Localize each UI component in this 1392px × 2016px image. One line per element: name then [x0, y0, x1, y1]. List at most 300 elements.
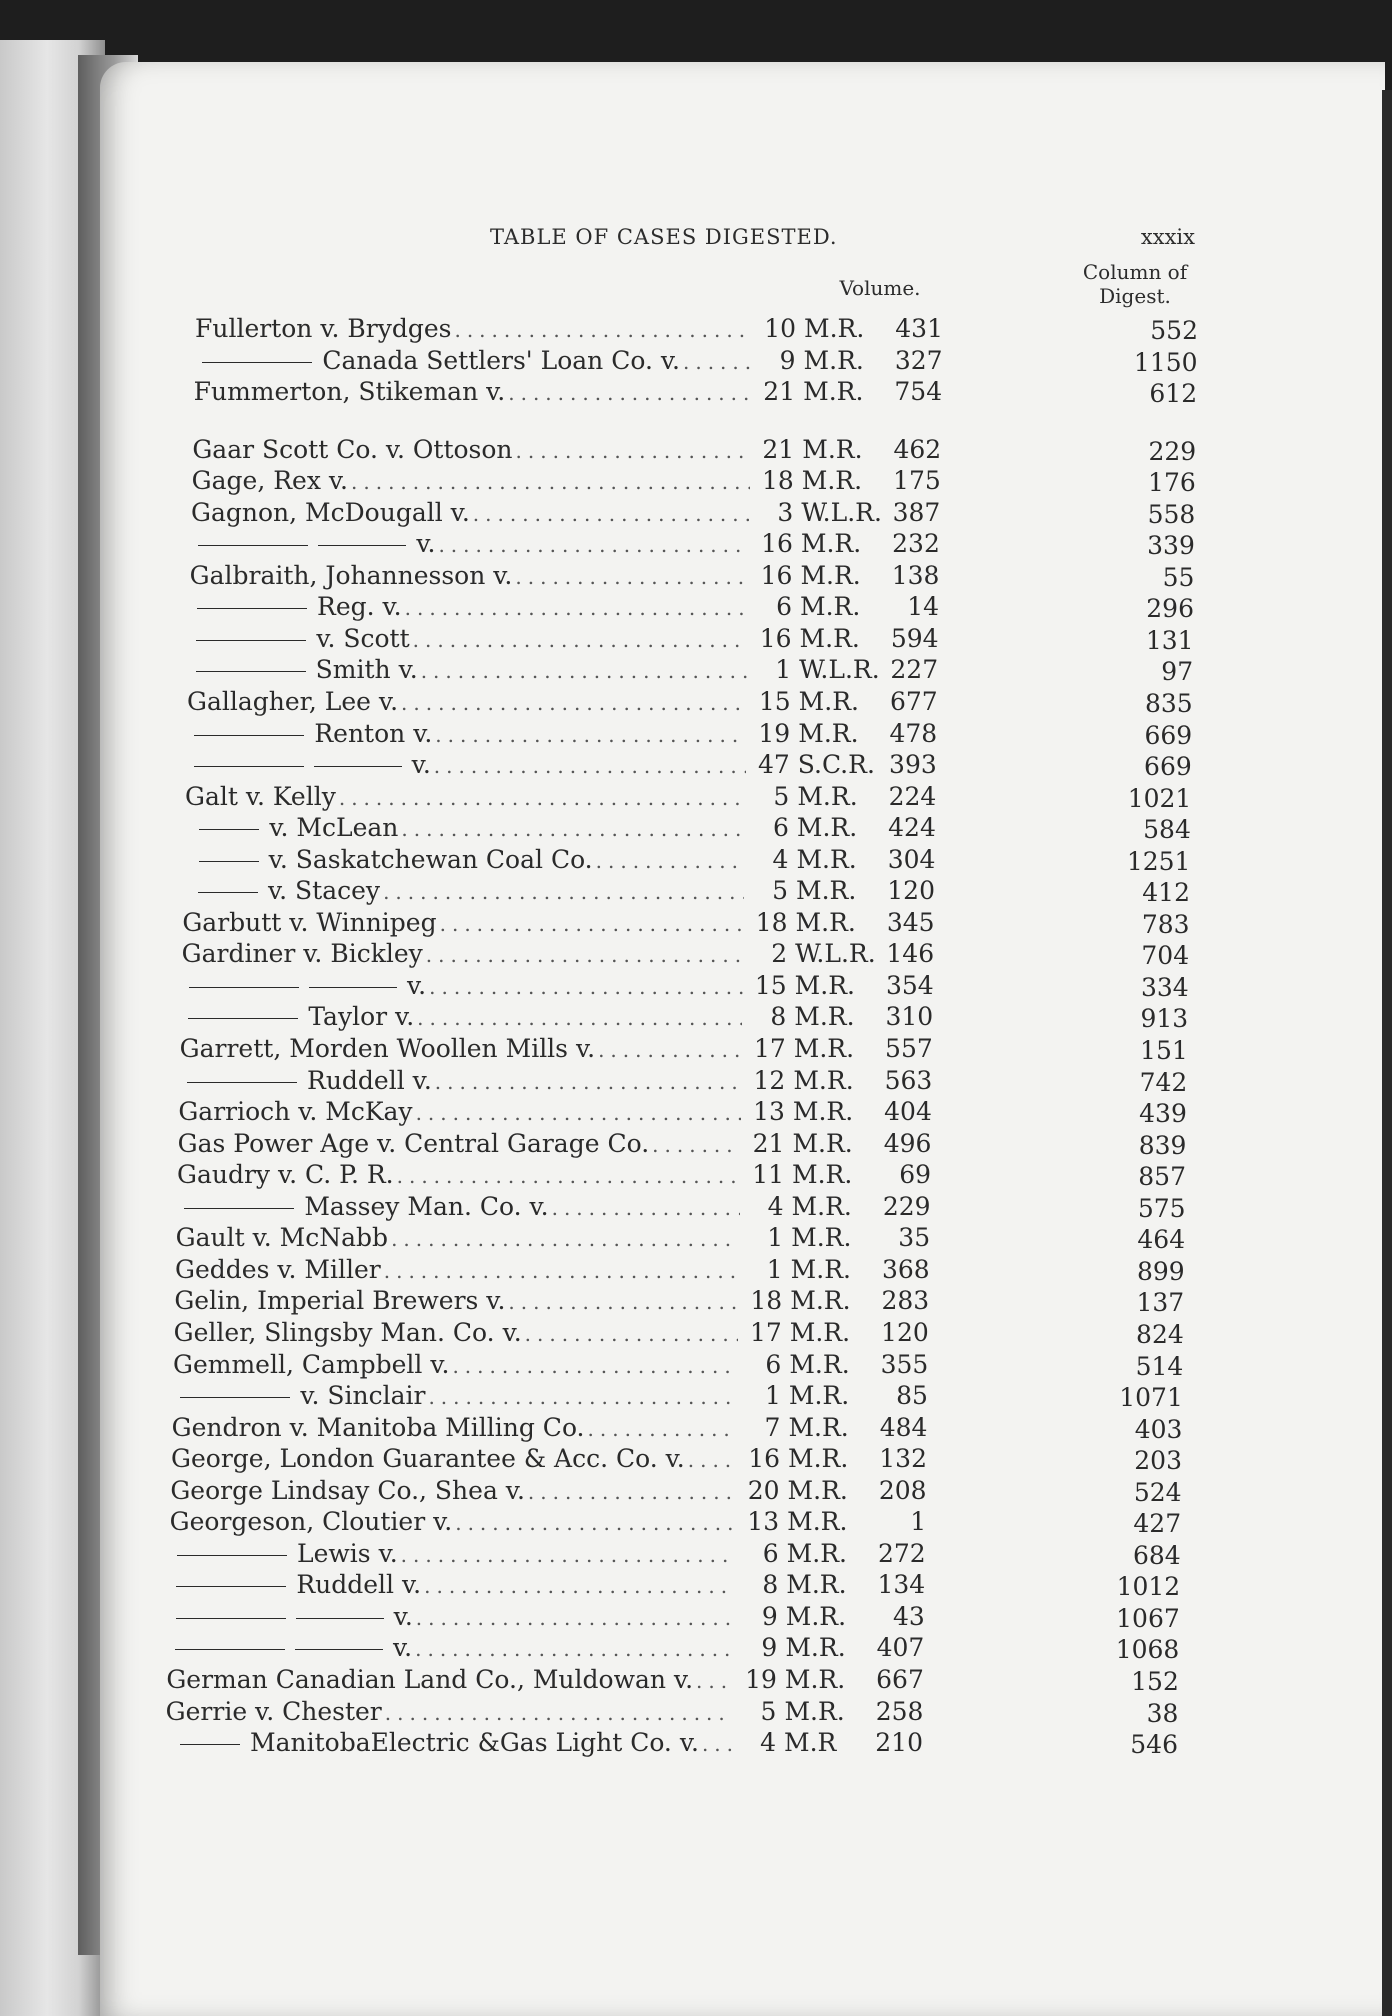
report-page: 14: [907, 592, 939, 622]
report-page: 387: [892, 497, 941, 527]
table-row: [0, 345, 1392, 377]
report-abbrev: M.R.: [787, 1507, 848, 1537]
page-number: xxxix: [1140, 225, 1195, 249]
volume-number: 1: [775, 655, 792, 685]
table-row: [0, 1727, 1392, 1759]
case-name-text: Gagnon, McDougall v.: [191, 497, 470, 527]
report-abbrev: M.R.: [800, 529, 862, 559]
table-row: [0, 1569, 1392, 1601]
digest-column: 151: [1140, 1036, 1188, 1066]
case-name-cell: [184, 844, 748, 877]
case-name-cell: [192, 434, 753, 467]
case-name-text: Gage, Rex v.: [191, 466, 348, 496]
report-page: 345: [886, 907, 935, 937]
digest-column: 684: [1132, 1540, 1181, 1570]
dot-leader: [683, 347, 752, 378]
volume-number: 4: [767, 1191, 784, 1221]
volume-number: 19: [745, 1664, 777, 1694]
case-name-text: v.: [393, 1601, 413, 1631]
volume-number: 16: [760, 560, 793, 590]
ditto-dash: [187, 1082, 297, 1083]
report-page: 594: [890, 623, 939, 653]
digest-column: 824: [1136, 1319, 1184, 1349]
case-name: [191, 497, 470, 528]
case-name-text: v. Scott: [316, 623, 410, 653]
volume-number: 5: [773, 781, 790, 811]
report-page: 85: [896, 1381, 928, 1411]
dot-leader: [435, 1067, 742, 1098]
case-name: [187, 686, 398, 717]
digest-column: 296: [1146, 594, 1194, 624]
case-name-text: v.: [407, 970, 427, 1000]
case-name-text: George, London Guarantee & Acc. Co. v.: [171, 1444, 685, 1474]
report-abbrev: M.R.: [792, 1160, 853, 1190]
report-abbrev: M.R.: [791, 1191, 852, 1221]
case-name: [170, 1475, 525, 1506]
report-page: 462: [893, 434, 942, 464]
volume-number: 21: [762, 434, 795, 464]
case-name: [194, 345, 680, 376]
report-page: 210: [875, 1728, 923, 1758]
case-name: [172, 1412, 585, 1443]
report-abbrev: M.R.: [796, 876, 857, 906]
dot-leader: [516, 436, 751, 467]
volume-number: 20: [747, 1475, 780, 1505]
case-name: [190, 560, 513, 591]
dot-leader: [435, 720, 746, 751]
case-name-cell: [181, 970, 746, 1003]
table-row: [0, 1033, 1392, 1065]
report-page: 667: [876, 1664, 924, 1694]
ditto-dash: [180, 1744, 240, 1745]
digest-column: 137: [1136, 1288, 1185, 1318]
report-abbrev: M.R: [784, 1728, 837, 1758]
case-name-text: George Lindsay Co., Shea v.: [170, 1475, 525, 1505]
volume-number: 47: [757, 750, 790, 780]
digest-column: 857: [1138, 1162, 1186, 1192]
case-name-text: Fummerton, Stikeman v.: [193, 377, 506, 407]
case-name-cell: [187, 686, 750, 719]
table-row: [0, 1696, 1392, 1728]
volume-number: 15: [754, 970, 787, 1000]
dot-leader: [452, 1351, 737, 1382]
dot-leader: [696, 1666, 733, 1697]
table-row: [0, 875, 1392, 907]
digest-column: 1021: [1127, 783, 1192, 813]
case-name-cell: [180, 1033, 745, 1066]
case-name: [192, 434, 512, 465]
report-page: 424: [888, 813, 936, 843]
ditto-dash: [184, 1208, 294, 1209]
report-page: 35: [898, 1223, 931, 1253]
digest-column: 464: [1137, 1225, 1186, 1255]
report-page: 232: [892, 529, 940, 559]
report-abbrev: M.R.: [801, 466, 863, 496]
digest-column-header: Column of Digest.: [1082, 260, 1188, 308]
case-name: [175, 1254, 381, 1285]
report-page: 283: [881, 1286, 930, 1316]
volume-number: 13: [753, 1097, 785, 1127]
dot-leader: [598, 1035, 742, 1066]
case-name-cell: [166, 1664, 736, 1697]
case-name-text: Garrett, Morden Woollen Mills v.: [179, 1034, 596, 1064]
report-abbrev: M.R.: [793, 1065, 854, 1095]
table-row: [0, 1159, 1392, 1191]
case-name-cell: [185, 781, 748, 814]
report-page: 69: [899, 1160, 931, 1190]
case-name-cell: [168, 1601, 737, 1634]
report-abbrev: M.R.: [803, 345, 864, 375]
report-page: 208: [878, 1475, 927, 1505]
dot-leader: [473, 499, 750, 530]
volume-number: 13: [747, 1507, 780, 1537]
case-name-text: v. Sinclair: [300, 1381, 426, 1411]
case-name-cell: [184, 812, 748, 845]
digest-column: 669: [1144, 752, 1192, 782]
table-row: [0, 1380, 1392, 1412]
case-name-cell: [180, 1001, 745, 1034]
report-page: 393: [889, 750, 937, 780]
case-name-cell: [183, 875, 747, 908]
case-name-text: Gendron v. Manitoba Milling Co.: [171, 1412, 585, 1442]
ditto-dash: [176, 1586, 286, 1587]
case-name-text: Georgeson, Cloutier v.: [169, 1507, 453, 1537]
case-name-cell: [175, 1254, 742, 1287]
case-name: [169, 1538, 398, 1569]
case-name-cell: [188, 623, 750, 656]
case-name: [180, 1001, 414, 1032]
volume-number: 8: [770, 1002, 787, 1032]
volume-number: 4: [772, 844, 789, 874]
volume-number: 18: [750, 1286, 783, 1316]
table-row: [0, 1191, 1392, 1223]
case-name-cell: [194, 345, 754, 378]
dot-leader: [702, 1729, 732, 1760]
volume-column-header: Volume.: [839, 276, 921, 300]
case-name-cell: [168, 1569, 737, 1602]
ditto-dash: [177, 1555, 287, 1556]
report-abbrev: M.R.: [796, 844, 857, 874]
digest-column: 203: [1134, 1446, 1182, 1476]
volume-number: 17: [753, 1034, 786, 1064]
table-row: [0, 1664, 1392, 1696]
volume-number: 4: [760, 1728, 776, 1758]
report-abbrev: M.R.: [790, 1254, 851, 1284]
case-name-text: Taylor v.: [308, 1002, 415, 1032]
dot-leader: [401, 814, 744, 845]
case-name-cell: [178, 1096, 744, 1129]
case-name-text: Gerrie v. Chester: [165, 1696, 382, 1726]
ditto-dash: [309, 987, 397, 988]
volume-number: 6: [762, 1538, 779, 1568]
case-name-cell: [165, 1727, 735, 1760]
report-page: 563: [884, 1065, 933, 1095]
case-name-cell: [182, 907, 746, 940]
volume-number: 15: [758, 687, 791, 717]
table-row: [0, 591, 1392, 623]
case-name: [170, 1506, 453, 1537]
case-name-cell: [170, 1506, 738, 1539]
case-name-text: v. Stacey: [268, 876, 381, 906]
report-abbrev: M.R.: [785, 1601, 847, 1631]
table-row: [0, 749, 1392, 781]
report-page: 43: [892, 1601, 925, 1631]
case-name-text: Canada Settlers' Loan Co. v.: [322, 345, 680, 375]
table-row: [0, 844, 1392, 876]
digest-column: 913: [1140, 1004, 1189, 1034]
case-name-text: Reg. v.: [317, 592, 402, 622]
case-name: [176, 1222, 388, 1253]
case-name-cell: [178, 1128, 744, 1161]
dot-leader: [401, 1540, 735, 1571]
report-page: 557: [885, 1034, 933, 1064]
dot-leader: [428, 1382, 736, 1413]
dot-leader: [652, 1130, 740, 1161]
case-name-cell: [173, 1349, 740, 1382]
report-abbrev: M.R.: [786, 1570, 847, 1600]
volume-number: 18: [755, 907, 788, 937]
case-name-text: v.: [416, 529, 436, 559]
case-name-text: v.: [393, 1633, 413, 1663]
case-name: [186, 749, 431, 780]
table-row: [0, 1443, 1392, 1475]
report-page: 1: [910, 1507, 927, 1537]
digest-column: 552: [1150, 316, 1198, 345]
digest-column: 669: [1144, 720, 1193, 750]
case-name-cell: [190, 528, 752, 561]
digest-column: 152: [1131, 1666, 1179, 1696]
case-name-cell: [182, 938, 746, 971]
dot-leader: [515, 562, 748, 593]
report-page: 478: [889, 718, 938, 748]
case-name: [189, 591, 402, 622]
report-page: 677: [889, 687, 938, 717]
table-row: [0, 497, 1392, 529]
table-row: [0, 465, 1392, 497]
case-name-cell: [179, 1065, 744, 1098]
volume-number: 21: [763, 377, 796, 407]
report-page: 407: [876, 1633, 925, 1663]
case-name: [185, 781, 336, 812]
table-row: [0, 528, 1392, 560]
table-row: [0, 686, 1392, 718]
case-name: [194, 376, 506, 407]
report-abbrev: M.R.: [789, 1349, 850, 1379]
digest-column: 839: [1138, 1130, 1187, 1160]
report-abbrev: M.R.: [794, 970, 855, 1000]
report-abbrev: M.R.: [786, 1538, 847, 1568]
table-row: [0, 970, 1392, 1002]
case-name-text: v. Saskatchewan Coal Co.: [268, 844, 593, 874]
volume-number: 9: [761, 1601, 778, 1631]
digest-column: 176: [1148, 468, 1196, 498]
dot-leader: [508, 1287, 738, 1318]
dot-leader: [454, 315, 752, 346]
case-name: [192, 465, 348, 496]
case-name-text: Gault v. McNabb: [175, 1223, 389, 1253]
ditto-dash: [196, 640, 306, 641]
table-row: [0, 560, 1392, 592]
case-name: [184, 812, 398, 843]
table-row: [0, 1001, 1392, 1033]
case-name-cell: [186, 749, 749, 782]
volume-number: 1: [766, 1254, 783, 1284]
digest-column: 558: [1147, 499, 1196, 529]
digest-column: 97: [1161, 657, 1194, 687]
dot-leader: [397, 1161, 740, 1192]
case-name-text: Gaar Scott Co. v. Ottoson: [192, 434, 513, 464]
report-abbrev: W.L.R.: [801, 497, 882, 527]
report-page: 258: [875, 1696, 924, 1726]
volume-number: 12: [753, 1065, 786, 1095]
report-abbrev: S.C.R.: [797, 750, 875, 780]
dot-leader: [385, 1698, 733, 1729]
case-name-cell: [191, 497, 752, 530]
ditto-dash: [198, 545, 308, 546]
case-name-text: Lewis v.: [297, 1538, 398, 1568]
report-abbrev: M.R.: [792, 1097, 854, 1127]
dot-leader: [424, 1571, 734, 1602]
digest-column: 899: [1136, 1256, 1185, 1286]
volume-number: 19: [758, 718, 791, 748]
volume-number: 10: [764, 314, 796, 343]
case-name-text: Geller, Slingsby Man. Co. v.: [173, 1317, 522, 1347]
digest-column: 742: [1139, 1067, 1188, 1097]
digest-column: 524: [1133, 1477, 1182, 1507]
digest-column: 575: [1137, 1193, 1186, 1223]
report-abbrev: M.R.: [785, 1633, 846, 1663]
table-row: [0, 434, 1392, 466]
case-name-text: Galbraith, Johannesson v.: [189, 560, 513, 590]
table-row: [0, 1632, 1392, 1664]
ditto-dash: [295, 1649, 383, 1650]
report-abbrev: M.R.: [797, 781, 858, 811]
report-page: 754: [894, 377, 943, 407]
case-name-text: Galt v. Kelly: [185, 781, 336, 811]
report-page: 404: [884, 1097, 932, 1127]
digest-column: 229: [1148, 436, 1197, 466]
table-row: [0, 781, 1392, 813]
case-name-text: Geddes v. Miller: [175, 1254, 381, 1284]
digest-column: 1071: [1119, 1383, 1183, 1413]
case-name-text: Garrioch v. McKay: [178, 1097, 413, 1127]
report-abbrev: M.R.: [792, 1128, 853, 1158]
report-abbrev: M.R.: [784, 1696, 845, 1726]
table-row: [0, 1128, 1392, 1160]
case-name-cell: [169, 1538, 738, 1571]
table-row: [0, 812, 1392, 844]
dot-leader: [339, 783, 745, 814]
volume-number: 11: [752, 1160, 784, 1190]
volume-number: 6: [776, 592, 792, 622]
report-abbrev: M.R.: [802, 434, 863, 464]
case-name: [166, 1664, 693, 1695]
report-page: 132: [879, 1444, 927, 1474]
dot-leader: [508, 378, 751, 409]
case-name: [182, 938, 423, 969]
report-abbrev: M.R.: [788, 1381, 850, 1411]
case-name-cell: [167, 1632, 736, 1665]
case-name-text: Gardiner v. Bickley: [181, 939, 423, 969]
dot-leader: [421, 656, 747, 687]
ditto-dash: [189, 987, 299, 988]
report-page: 120: [887, 876, 935, 906]
volume-number: 18: [761, 466, 794, 496]
volume-number: 5: [772, 876, 788, 906]
case-name-text: v. McLean: [269, 813, 399, 843]
table-row: [0, 1285, 1392, 1317]
table-row: [0, 1349, 1392, 1381]
dot-leader: [552, 1193, 740, 1224]
dot-leader: [401, 688, 747, 719]
case-name-text: German Canadian Land Co., Muldowan v.: [166, 1664, 694, 1694]
volume-number: 17: [749, 1317, 782, 1347]
digest-column: 403: [1134, 1414, 1183, 1444]
digest-column: 339: [1147, 531, 1195, 561]
running-header: [190, 225, 1195, 255]
digest-column: 835: [1144, 689, 1193, 719]
digest-column: 38: [1146, 1698, 1179, 1728]
case-name-cell: [177, 1159, 743, 1192]
case-name-cell: [172, 1412, 740, 1445]
report-page: 354: [885, 970, 934, 1000]
case-name-cell: [188, 654, 750, 687]
digest-column: 1067: [1116, 1603, 1180, 1633]
dot-leader: [455, 1508, 735, 1539]
row-spacer: [0, 408, 1392, 434]
table-row: [0, 1601, 1392, 1633]
case-name: [179, 1065, 432, 1096]
table-row: [0, 1254, 1392, 1286]
report-page: 327: [894, 345, 943, 375]
volume-number: 16: [748, 1444, 780, 1474]
page-title: TABLE OF CASES DIGESTED.: [490, 225, 838, 249]
ditto-dash: [196, 671, 306, 672]
case-name-text: Gas Power Age v. Central Garage Co.: [177, 1128, 650, 1158]
report-page: 138: [891, 560, 940, 590]
volume-number: 5: [760, 1696, 777, 1726]
case-name-cell: [195, 313, 755, 346]
digest-column: 704: [1141, 941, 1190, 971]
dot-leader: [528, 1477, 736, 1508]
report-page: 134: [877, 1570, 926, 1600]
case-name-text: Renton v.: [314, 718, 433, 748]
case-name: [172, 1380, 425, 1411]
digest-column: 427: [1133, 1509, 1182, 1539]
table-row: [0, 1065, 1392, 1097]
case-name: [176, 1191, 548, 1222]
dot-leader: [440, 909, 744, 940]
report-abbrev: M.R.: [795, 907, 856, 937]
table-row: [0, 1096, 1392, 1128]
case-name: [168, 1569, 421, 1600]
case-name: [168, 1601, 413, 1632]
report-page: 304: [887, 844, 936, 874]
case-name-cell: [166, 1696, 736, 1729]
volume-number: 7: [764, 1412, 781, 1442]
ditto-dash: [314, 766, 402, 767]
volume-number: 1: [764, 1381, 781, 1411]
dot-leader: [417, 1003, 742, 1034]
report-page: 227: [890, 655, 939, 685]
case-name-text: Gelin, Imperial Brewers v.: [174, 1286, 506, 1316]
volume-number: 9: [761, 1633, 778, 1663]
case-name: [181, 970, 426, 1001]
ditto-dash: [194, 735, 304, 736]
case-name: [167, 1632, 412, 1663]
table-row: [0, 938, 1392, 970]
table-row: [0, 907, 1392, 939]
